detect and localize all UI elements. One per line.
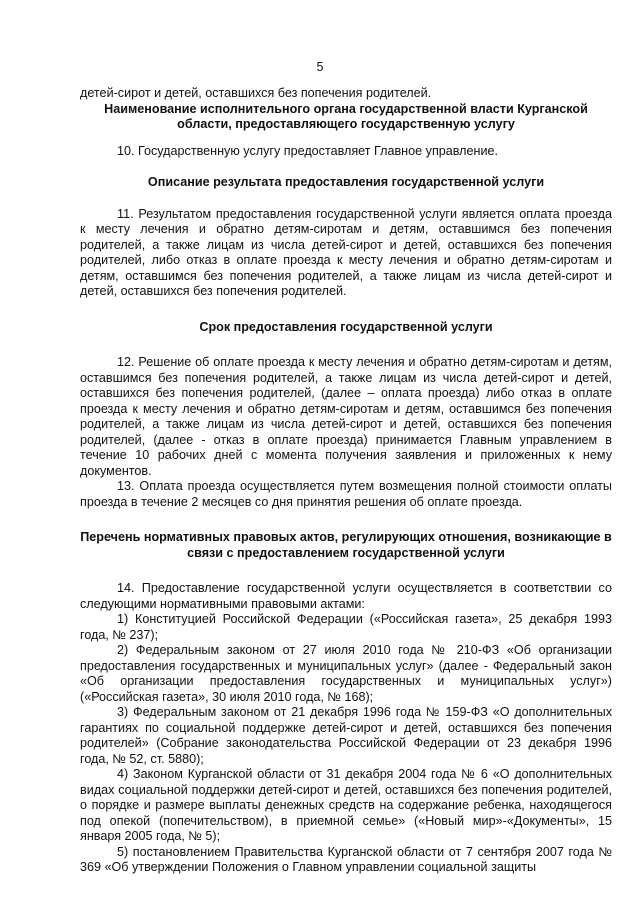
paragraph-14: 14. Предоставление государственной услуги осуществляется в соответствии со следующими нормативными правовыми актами: <box>80 581 612 611</box>
paragraph-10: 10. Государственную услугу предоставляет Главное управление. <box>117 143 499 158</box>
paragraph-14-item-5: 5) постановлением Правительства Курганской области от 7 сентября 2007 года № 369 «Об утверждении Положения о Главном управлении социальной защиты <box>80 844 612 874</box>
paragraph-13: 13. Оплата проезда осуществляется путем возмещения полной стоимости оплаты проезда в течение 2 месяцев со дня принятия решения об оплате проезда. <box>80 479 612 509</box>
paragraph-14-item-2: 2) Федеральным законом от 27 июля 2010 года № 210-ФЗ «Об организации предоставления государственных и муниципальных услуг» (далее - Федеральный закон «Об организации предоставления государственных и муниципальных услуг») («Российская газета», 30 июля 2010 года, № 168); <box>80 643 612 704</box>
paragraph-14-item-3: 3) Федеральным законом от 21 декабря 1996 года № 159-ФЗ «О дополнительных гарантиях по социальной поддержке детей-сирот и детей, оставшихся без попечения родителей» (Собрание законодательства Российской Федерации от 23 декабря 1996 года, № 52, ст. 5880); <box>80 705 612 766</box>
paragraph-14-item-4: 4) Законом Курганской области от 31 декабря 2004 года № 6 «О дополнительных видах социальной поддержки детей-сирот и детей, оставшихся без попечения родителей, о порядке и размере выплаты денежных средств на содержание ребенка, находящегося под опекой (попечительством), в приемной семье» («Новый мир»-«Документы», 15 января 2005 года, № 5); <box>80 767 612 843</box>
section-heading-result: Описание результата предоставления государственной услуги <box>147 175 545 189</box>
section-heading-term: Срок предоставления государственной услуги <box>199 319 493 334</box>
document-body <box>80 86 612 876</box>
page-number: 5 <box>316 60 324 74</box>
section-heading-authority: Наименование исполнительного органа государственной власти Курганской области, предоставляющего государственную услугу <box>104 101 588 131</box>
paragraph-11: 11. Результатом предоставления государственной услуги является оплата проезда к месту лечения и обратно детям-сиротам и детям, оставшимся без попечения родителей, а также лицам из числа детей-сирот и детей, оставшихся без попечения родителей, либо отказ в оплате проезда к месту лечения и обратно детям-сиротам и детям, оставшимся без попечения родителей, а также лицам из числа детей-сирот и детей, оставшихся без попечения родителей. <box>80 206 612 298</box>
paragraph-14-item-1: 1) Конституцией Российской Федерации («Российская газета», 25 декабря 1993 года, № 237); <box>80 612 612 642</box>
section-heading-legal-acts: Перечень нормативных правовых актов, регулирующих отношения, возникающие в связи с предоставлением государственной услуги <box>80 530 612 560</box>
paragraph-intro: детей-сирот и детей, оставшихся без попечения родителей. <box>80 86 432 100</box>
paragraph-12: 12. Решение об оплате проезда к месту лечения и обратно детям-сиротам и детям, оставшимся без попечения родителей, а также лицам из числа детей-сирот и детей, оставшихся без попечения родителей, (далее – оплата проезда) либо отказ в оплате проезда к месту лечения и обратно детям-сиротам и детям, оставшимся без попечения родителей, а также лицам из числа детей-сирот и детей, оставшихся без попечения родителей, (далее - отказ в оплате проезда) принимается Главным управлением в течение 10 рабочих дней с момента получения заявления и приложенных к нему документов. <box>80 355 612 478</box>
